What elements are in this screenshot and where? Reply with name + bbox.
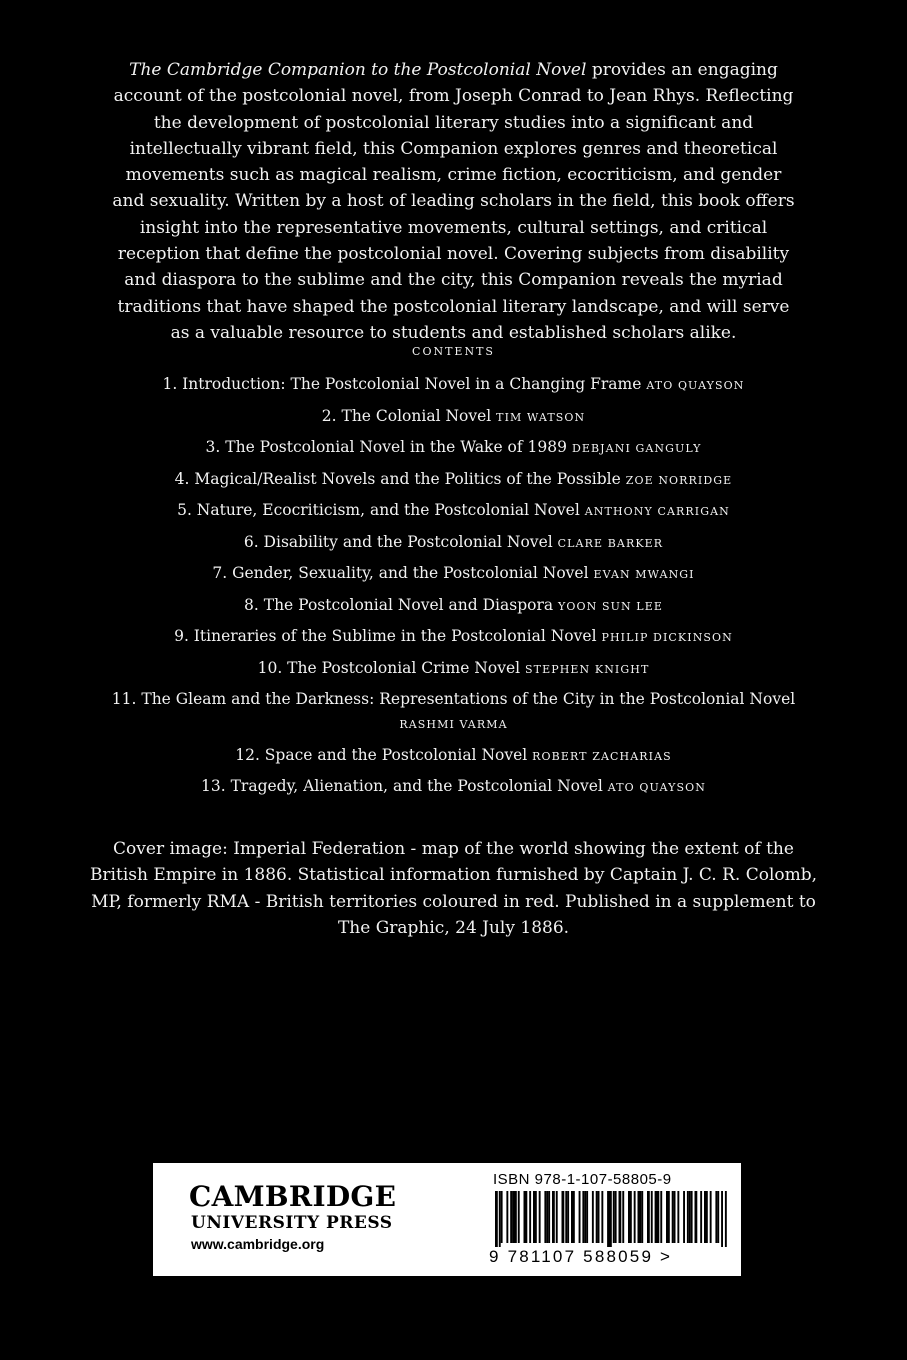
toc-item-author: ROBERT ZACHARIAS [532,749,672,763]
toc-item [110,561,797,587]
barcode-bar [546,1191,548,1243]
toc-item-title: 3. The Postcolonial Novel in the Wake of 1989 [205,438,567,456]
toc-item-author: ATO QUAYSON [607,781,706,794]
publisher-logo [189,1182,429,1252]
toc-item-title: 11. The Gleam and the Darkness: Representations of the City in the Postcolonial Novel [111,690,796,708]
contents-heading: CONTENTS [412,345,495,358]
table-of-contents [110,372,797,806]
barcode-bar [672,1191,674,1243]
barcode-bar [634,1191,636,1243]
cover-image-credit: Cover image: Imperial Federation - map of the world showing the extent of the British Empire in 1886. Statistical information furnished by Captain J. C. R. Colomb, MP, formerly RMA - British territories coloured in red. Published in a supplement to The Graphic, 24 July 1886. [89,839,818,938]
barcode-bar [651,1191,653,1243]
toc-item [110,404,797,430]
barcode-bar [639,1191,641,1243]
toc-item-author: TIM WATSON [496,410,586,424]
barcode-bar [514,1191,517,1243]
barcode-bar [567,1191,569,1243]
barcode-bar [647,1191,650,1243]
toc-item-title: 10. The Postcolonial Crime Novel [257,658,521,677]
barcode-bar [573,1191,575,1243]
toc-item-title: 5. Nature, Ecocriticism, and the Postcolonial Novel [177,501,580,519]
barcode-bar [609,1191,612,1247]
barcode-bar [562,1191,565,1243]
toc-item-author: EVAN MWANGI [593,568,695,581]
toc-item-author: ZOE NORRIDGE [625,473,733,487]
toc-item [110,467,797,493]
barcode-bar [556,1191,558,1243]
barcode-bar [579,1191,581,1243]
barcode-bar [592,1191,594,1243]
barcode-bar [674,1191,676,1243]
barcode-bar [598,1191,600,1243]
toc-item [110,435,797,461]
barcode-bar [715,1191,717,1243]
barcode-bar [565,1191,567,1243]
toc-item-title: 2. The Colonial Novel [321,406,492,425]
barcode-bar [518,1191,520,1243]
barcode-bar [584,1191,586,1243]
barcode-bar [717,1191,719,1243]
barcode-bar [510,1191,512,1243]
barcode-bar [630,1191,632,1243]
barcode-bar [689,1191,691,1243]
toc-item [110,687,797,737]
isbn-barcode [495,1191,727,1247]
toc-item-author: CLARE BARKER [557,536,664,550]
barcode-digits: 9 781107 588059 > [489,1247,673,1266]
barcode-bar [655,1191,657,1243]
publisher-url: www.cambridge.org [191,1236,325,1252]
barcode-bar [548,1191,550,1243]
barcode-bar [535,1191,537,1243]
toc-item-author: ANTHONY CARRIGAN [584,505,730,518]
barcode-bar [499,1191,501,1247]
toc-item-author: RASHMI VARMA [399,718,508,731]
barcode-bar [544,1191,546,1243]
toc-item [110,593,797,619]
barcode-bar [607,1191,609,1247]
barcode-bar [677,1191,679,1243]
toc-item [110,498,797,524]
barcode-bar [506,1191,508,1243]
barcode-bar [613,1191,615,1243]
barcode-bar [695,1191,698,1243]
toc-item [110,624,797,650]
barcode-bar [687,1191,689,1243]
barcode-bar [710,1191,712,1243]
barcode-bar [512,1191,514,1243]
toc-item-author: ATO QUAYSON [646,379,745,392]
toc-item-title: 12. Space and the Postcolonial Novel [235,745,528,764]
barcode-bar [668,1191,670,1243]
barcode-bar [641,1191,643,1243]
toc-item-author: PHILIP DICKINSON [601,631,733,644]
barcode-bar [721,1191,723,1247]
toc-item-title: 1. Introduction: The Postcolonial Novel in a Changing Frame [162,375,642,393]
book-blurb [110,57,797,346]
toc-item-title: 9. Itineraries of the Sublime in the Postcolonial Novel [174,627,597,645]
toc-item [110,656,797,682]
toc-item-title: 7. Gender, Sexuality, and the Postcolonial Novel [212,564,589,582]
barcode-bar [660,1191,662,1243]
toc-item [110,530,797,556]
barcode-bar [552,1191,555,1243]
barcode-bar [529,1191,531,1243]
barcode-bar [657,1191,660,1243]
toc-item-title: 13. Tragedy, Alienation, and the Postcolonial Novel [201,777,603,795]
barcode-bar [495,1191,498,1247]
publisher-name: CAMBRIDGE [189,1180,397,1213]
barcode-bar [619,1191,622,1243]
publisher-subtitle: UNIVERSITY PRESS [191,1213,393,1233]
toc-item-title: 4. Magical/Realist Novels and the Politics of the Possible [174,469,621,488]
toc-item-author: DEBJANI GANGULY [571,442,702,455]
barcode-bar [525,1191,527,1243]
blurb-text: provides an engaging account of the postcolonial novel, from Joseph Conrad to Jean Rhys. Reflecting the development of postcolonial literary studies into a significant and intellectually vibrant field, this Companion explores genres and theoretical movements such as magical realism, crime fiction, ecocriticism, and gender and sexuality. Written by a host of leading scholars in the field, this book offers insight into the representative movements, cultural settings, and critical reception that define the postcolonial novel. Covering subjects from disability and diaspora to the sublime and the city, this Companion reveals the myriad traditions that have shaped the postcolonial literary landscape, and will serve as a valuable resource to students and established scholars alike. [112,60,795,343]
barcode-bar [586,1191,588,1243]
toc-item-author: YOON SUN LEE [558,599,663,613]
toc-item [110,743,797,769]
blurb-book-title: The Cambridge Companion to the Postcolonial Novel [129,60,587,80]
toc-item [110,774,797,800]
barcode-bar [596,1191,598,1243]
barcode-bar [539,1191,541,1243]
publisher-isbn-panel [153,1163,741,1276]
barcode-bar [725,1191,727,1247]
barcode-bar [683,1191,685,1243]
barcode-bar [622,1191,624,1243]
barcode-bar [615,1191,617,1243]
isbn-label: ISBN 978-1-107-58805-9 [493,1171,672,1188]
barcode-bar [582,1191,584,1243]
barcode-bar [700,1191,702,1243]
toc-item-title: 6. Disability and the Postcolonial Novel [243,532,553,551]
toc-item [110,372,797,398]
barcode-bar [706,1191,708,1243]
toc-item-title: 8. The Postcolonial Novel and Diaspora [244,595,554,614]
toc-item-author: STEPHEN KNIGHT [525,662,650,676]
barcode-bar [501,1191,503,1243]
barcode-bar [601,1191,603,1243]
barcode-bar [691,1191,693,1243]
